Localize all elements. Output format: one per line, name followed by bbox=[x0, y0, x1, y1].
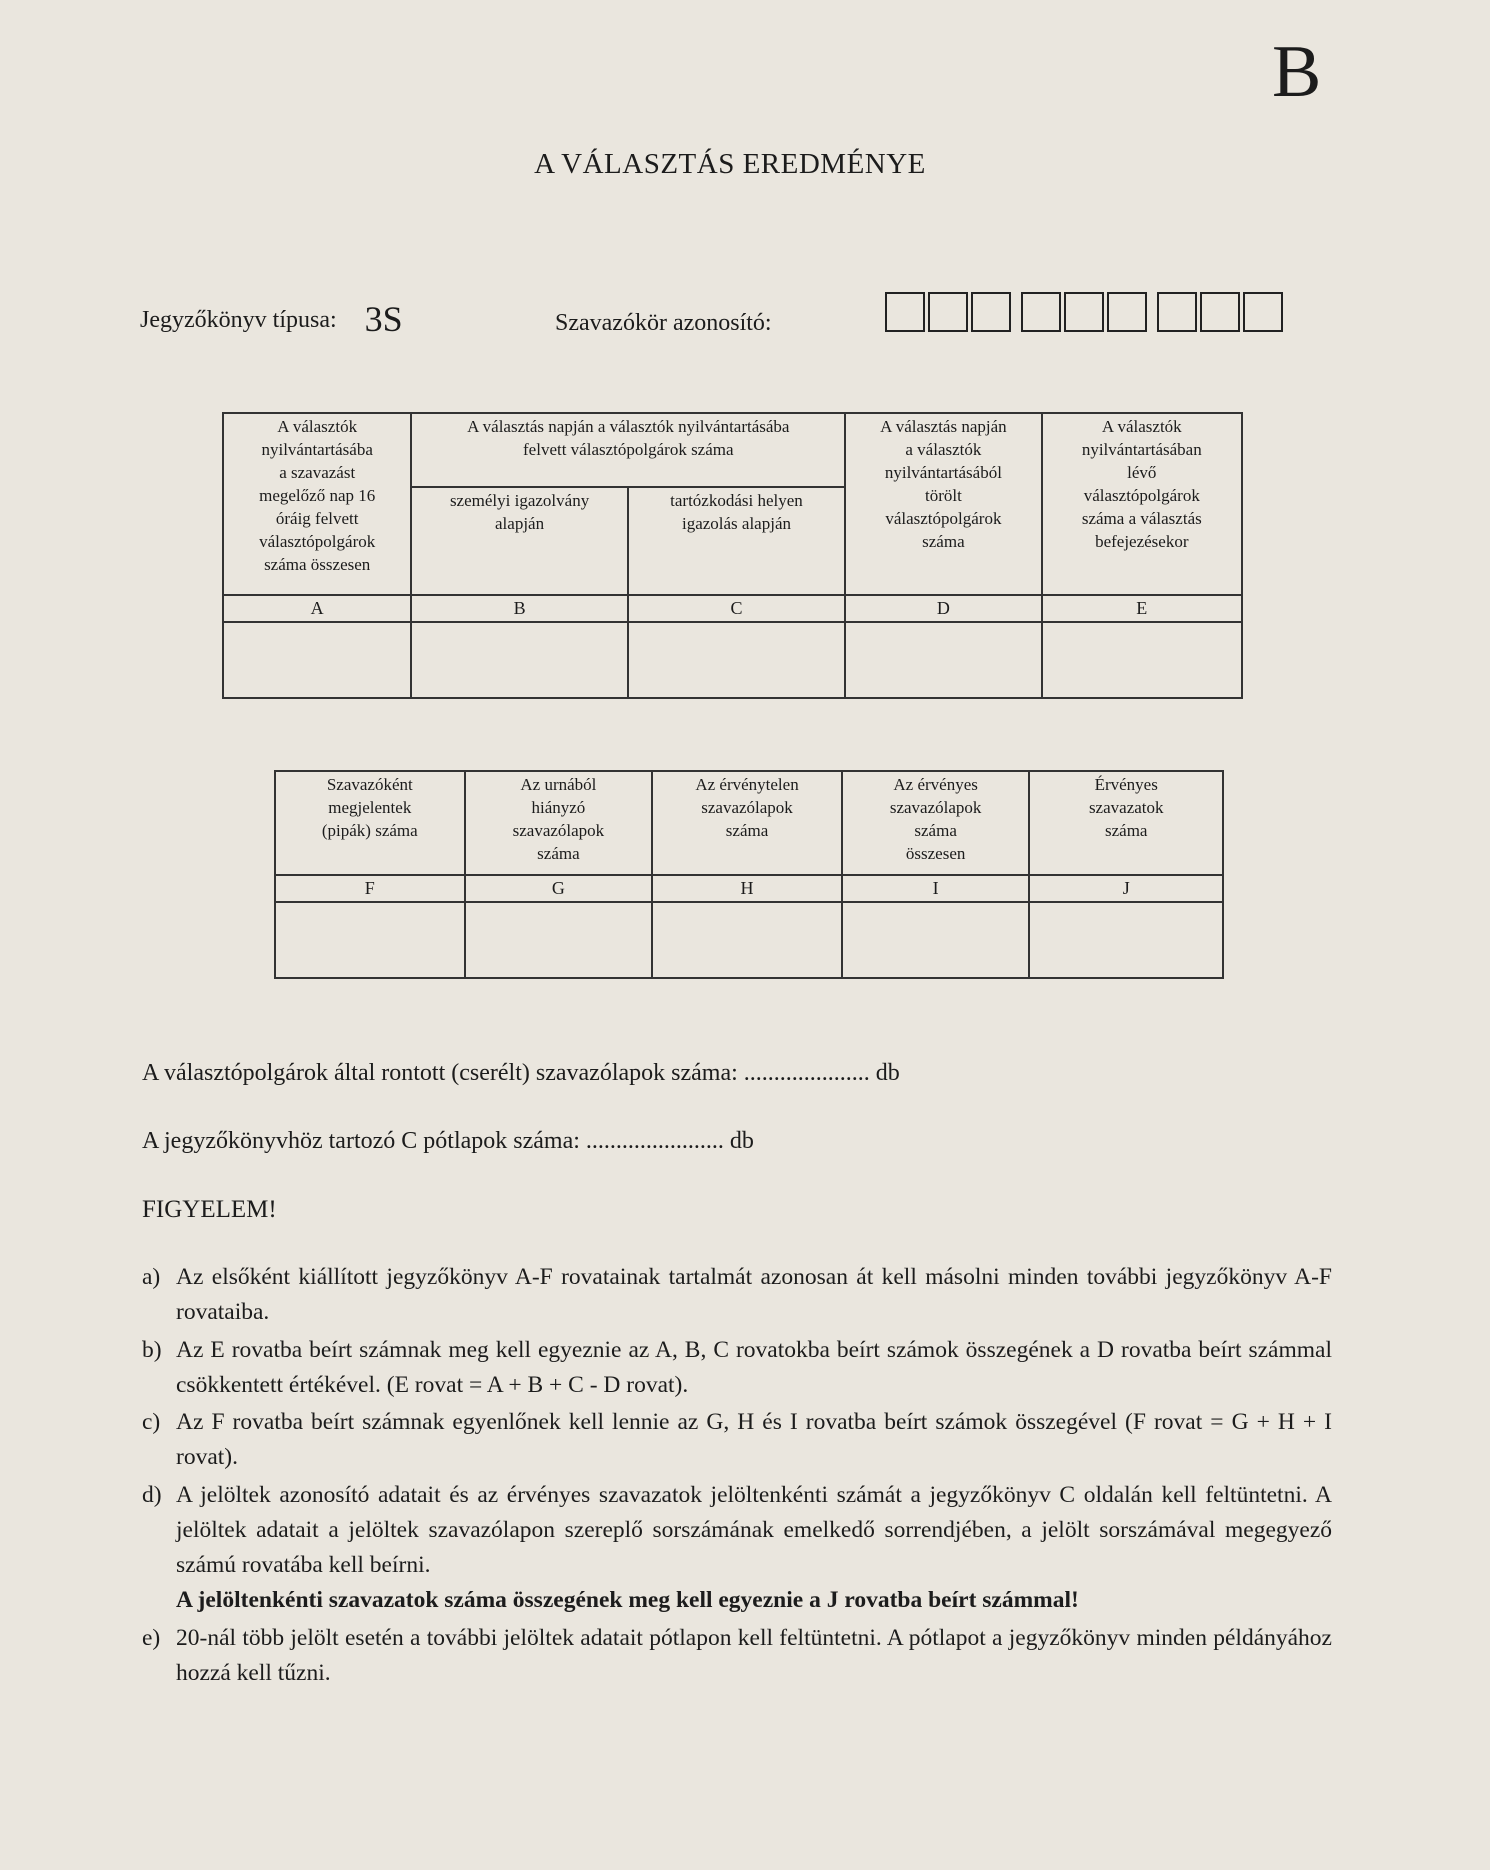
note-c bbox=[142, 1405, 1332, 1476]
polling-station-label: Szavazókör azonosító: bbox=[555, 310, 772, 336]
value-cell-j[interactable] bbox=[1029, 902, 1223, 978]
header-col-f: Szavazóként megjelentek (pipák) száma bbox=[275, 771, 465, 875]
note-text: Az F rovatba beírt számnak egyenlőnek kell lennie az G, H és I rovatba beírt számok összegével (F rovat = G + H + I rovat). bbox=[176, 1409, 1332, 1471]
ballot-count-table bbox=[274, 770, 1224, 979]
header-col-i: Az érvényes szavazólapok száma összesen bbox=[842, 771, 1030, 875]
note-b bbox=[142, 1333, 1332, 1404]
note-text-block bbox=[176, 1478, 1332, 1619]
header-col-g: Az urnából hiányzó szavazólapok száma bbox=[465, 771, 653, 875]
note-marker: a) bbox=[142, 1264, 161, 1290]
column-letter-d: D bbox=[845, 595, 1041, 622]
value-cell-b[interactable] bbox=[411, 622, 627, 698]
id-digit-box[interactable] bbox=[1157, 292, 1197, 332]
note-e bbox=[142, 1621, 1332, 1692]
header-col-j: Érvényes szavazatok száma bbox=[1029, 771, 1223, 875]
note-marker: d) bbox=[142, 1481, 162, 1508]
column-letter-g: G bbox=[465, 875, 653, 902]
header-col-d: A választás napján a választók nyilvántartásából törölt választópolgárok száma bbox=[845, 413, 1041, 595]
warning-title: FIGYELEM! bbox=[142, 1196, 277, 1223]
note-text: A jelöltek azonosító adatait és az érvényes szavazatok jelöltenkénti számát a jegyzőkönyv C oldalán kell feltüntetni. A jelöltek adatait a jelöltek szavazólapon szereplő sorszámának emelkedő sorrendjében, a jelölt sorszámával megegyező számú rovatába kell beírni. bbox=[176, 1481, 1332, 1578]
value-cell-e[interactable] bbox=[1042, 622, 1242, 698]
column-letter-a: A bbox=[223, 595, 411, 622]
id-digit-box[interactable] bbox=[1107, 292, 1147, 332]
column-letter-f: F bbox=[275, 875, 465, 902]
value-cell-d[interactable] bbox=[845, 622, 1041, 698]
note-marker: c) bbox=[142, 1409, 161, 1435]
note-text: 20-nál több jelölt esetén a további jelöltek adatait pótlapon kell feltüntetni. A pótlapot a jegyzőkönyv minden példányához hozzá kell tűzni. bbox=[176, 1624, 1332, 1686]
id-digit-box[interactable] bbox=[1200, 292, 1240, 332]
id-digit-box[interactable] bbox=[885, 292, 925, 332]
value-cell-h[interactable] bbox=[652, 902, 842, 978]
supplement-pages-line: A jegyzőkönyvhöz tartozó C pótlapok száma: ....................... db bbox=[142, 1128, 754, 1154]
header-col-b: személyi igazolvány alapján bbox=[411, 487, 627, 595]
note-text: Az E rovatba beírt számnak meg kell egyeznie az A, B, C rovatokba beírt számok összegének a D rovatba beírt számmal csökkentett értékével. (E rovat = A + B + C - D rovat). bbox=[176, 1336, 1332, 1398]
header-group-bc: A választás napján a választók nyilvántartásába felvett választópolgárok száma bbox=[411, 413, 845, 487]
note-text: Az elsőként kiállított jegyzőkönyv A-F rovatainak tartalmát azonosan át kell másolni minden további jegyzőkönyv A-F rovataiba. bbox=[176, 1264, 1332, 1326]
note-bold-text: A jelöltenkénti szavazatok száma összegének meg kell egyeznie a J rovatba beírt számmal! bbox=[176, 1587, 1079, 1614]
notes-list bbox=[142, 1260, 1332, 1693]
column-letter-e: E bbox=[1042, 595, 1242, 622]
value-cell-f[interactable] bbox=[275, 902, 465, 978]
form-letter: B bbox=[1272, 31, 1322, 113]
id-digit-box[interactable] bbox=[1021, 292, 1061, 332]
header-col-a: A választók nyilvántartásába a szavazást megelőző nap 16 óráig felvett választópolgárok száma összesen bbox=[223, 413, 411, 595]
note-marker: e) bbox=[142, 1624, 161, 1651]
value-cell-i[interactable] bbox=[842, 902, 1030, 978]
id-digit-box[interactable] bbox=[928, 292, 968, 332]
column-letter-i: I bbox=[842, 875, 1030, 902]
value-cell-g[interactable] bbox=[465, 902, 653, 978]
note-a bbox=[142, 1260, 1332, 1331]
header-col-h: Az érvénytelen szavazólapok száma bbox=[652, 771, 842, 875]
column-letter-h: H bbox=[652, 875, 842, 902]
id-digit-box[interactable] bbox=[1243, 292, 1283, 332]
column-letter-j: J bbox=[1029, 875, 1223, 902]
protocol-type-label: Jegyzőkönyv típusa: bbox=[140, 307, 337, 333]
header-col-c: tartózkodási helyen igazolás alapján bbox=[628, 487, 845, 595]
column-letter-b: B bbox=[411, 595, 627, 622]
value-cell-a[interactable] bbox=[223, 622, 411, 698]
spoiled-ballots-line: A választópolgárok által rontott (cserélt) szavazólapok száma: ..................... db bbox=[142, 1060, 900, 1086]
protocol-type-row bbox=[140, 298, 403, 340]
header-col-e: A választók nyilvántartásában lévő választópolgárok száma a választás befejezésekor bbox=[1042, 413, 1242, 595]
voter-register-table bbox=[222, 412, 1243, 699]
note-d bbox=[142, 1478, 1332, 1619]
protocol-type-value: 3S bbox=[364, 299, 403, 339]
note-marker: b) bbox=[142, 1336, 162, 1363]
value-cell-c[interactable] bbox=[628, 622, 845, 698]
page-title: A VÁLASZTÁS EREDMÉNYE bbox=[534, 148, 926, 180]
id-digit-box[interactable] bbox=[1064, 292, 1104, 332]
id-digit-box[interactable] bbox=[971, 292, 1011, 332]
polling-station-id-boxes[interactable] bbox=[885, 292, 1286, 332]
column-letter-c: C bbox=[628, 595, 845, 622]
